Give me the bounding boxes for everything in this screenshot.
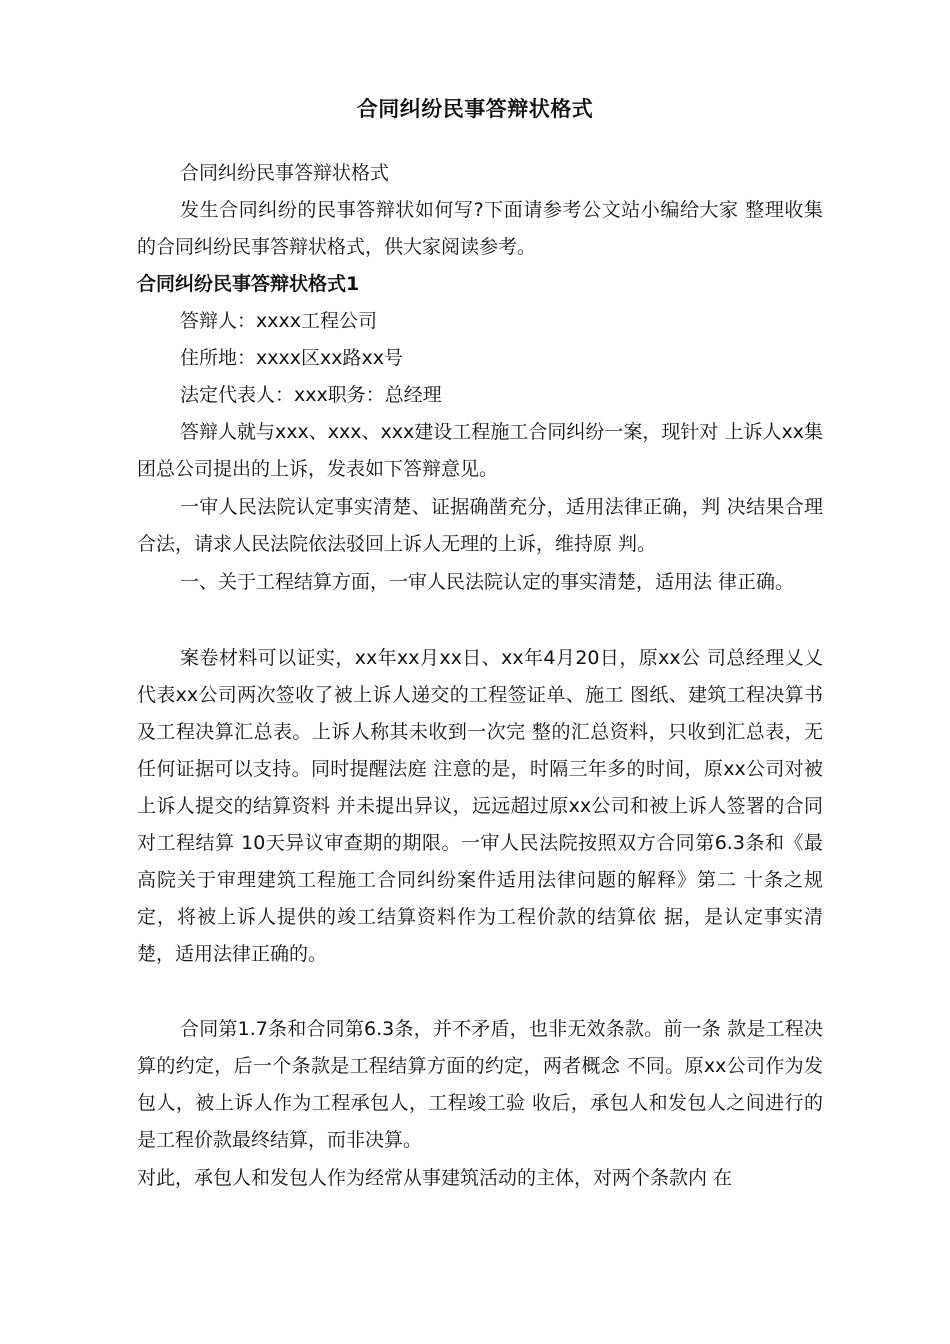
address-line: 住所地：xxxx区xx路xx号 [180, 347, 403, 369]
subtitle-paragraph: 合同纠纷民事答辩状格式 [180, 162, 390, 184]
legal-representative-line: 法定代表人：xxx职务：总经理 [180, 384, 442, 406]
continuation-paragraph: 对此，承包人和发包人作为经常从事建筑活动的主体，对两个条款内 在 [137, 1167, 733, 1189]
respondent-line: 答辩人：xxxx工程公司 [180, 310, 377, 332]
defense-opening-paragraph: 答辩人就与xxx、xxx、xxx建设工程施工合同纠纷一案，现针对 上诉人xx集团总公司提出的上诉，发表如下答辩意见。 [137, 421, 823, 480]
first-instance-paragraph: 一审人民法院认定事实清楚、证据确凿充分，适用法律正确，判 决结果合理合法，请求人民法院依法驳回上诉人无理的上诉，维持原 判。 [137, 496, 823, 555]
page-title: 合同纠纷民事答辩状格式 [356, 97, 594, 121]
contract-clauses-paragraph: 合同第1.7条和合同第6.3条，并不矛盾，也非无效条款。前一条 款是工程决算的约定，后一个条款是工程结算方面的约定，两者概念 不同。原xx公司作为发包人，被上诉人作为工程承包人，工程竣工验 收后，承包人和发包人之间进行的是工程价款最终结算，而非决算。 [137, 1018, 823, 1151]
case-materials-paragraph: 案卷材料可以证实，xx年xx月xx日、xx年4月20日，原xx公 司总经理乂乂代表xx公司两次签收了被上诉人递交的工程签证单、施工 图纸、建筑工程决算书及工程决算汇总表。上诉人称其未收到一次完 整的汇总资料，只收到汇总表，无任何证据可以支持。同时提醒法庭 注意的是，时隔三年多的时间，原xx公司对被上诉人提交的结算资料 并未提出异议，远远超过原xx公司和被上诉人签署的合同对工程结算 10天异议审查期的期限。一审人民法院按照双方合同第6.3条和《最 高院关于审理建筑工程施工合同纠纷案件适用法律问题的解释》第二 十条之规定，将被上诉人提供的竣工结算资料作为工程价款的结算依 据，是认定事实清楚，适用法律正确的。 [137, 647, 823, 965]
section-heading: 合同纠纷民事答辩状格式1 [137, 273, 360, 295]
intro-paragraph: 发生合同纠纷的民事答辩状如何写?下面请参考公文站小编给大家 整理收集的合同纠纷民事答辩状格式，供大家阅读参考。 [137, 199, 823, 258]
settlement-point-paragraph: 一、关于工程结算方面，一审人民法院认定的事实清楚，适用法 律正确。 [180, 571, 795, 593]
